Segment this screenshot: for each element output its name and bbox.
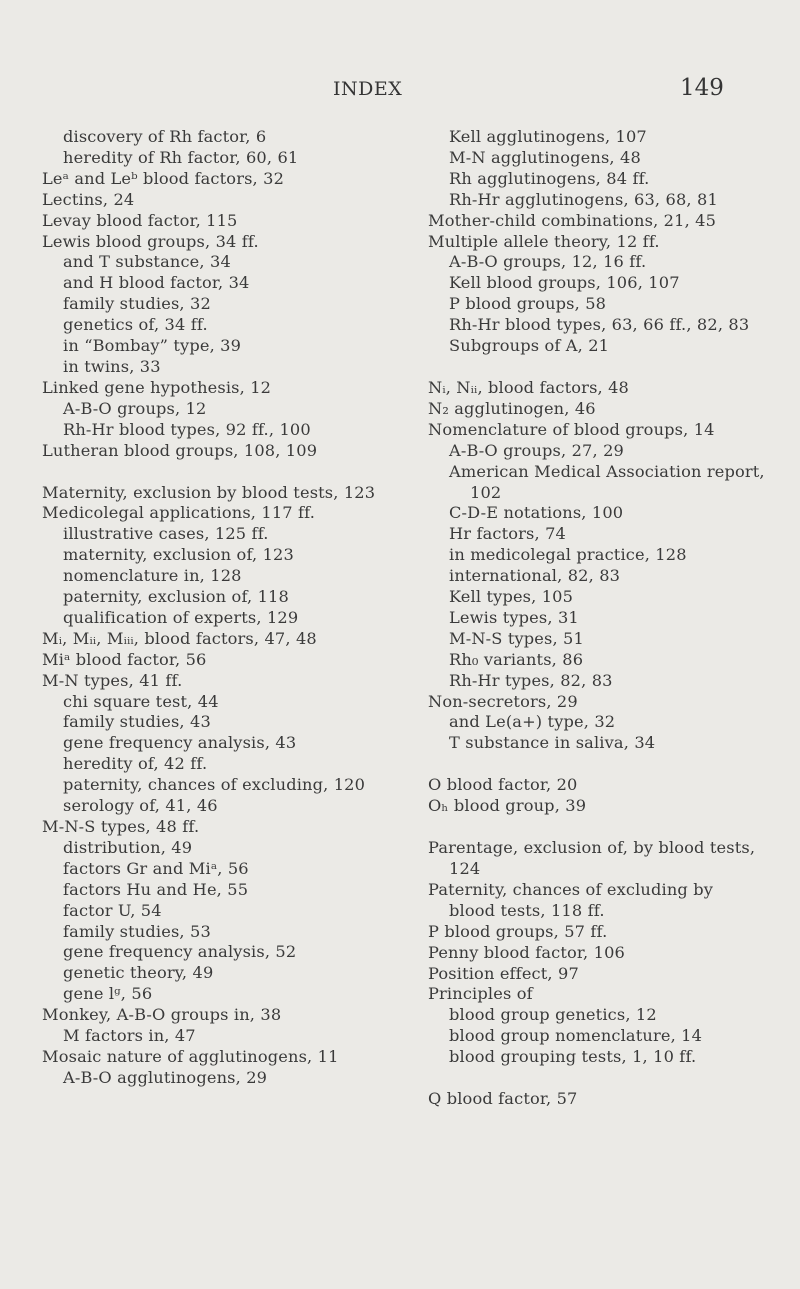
index-entry: Parentage, exclusion of, by blood tests, 124 bbox=[428, 838, 756, 878]
index-subentry: factors Gr and Miᵃ, 56 bbox=[63, 858, 249, 878]
index-column-right bbox=[428, 127, 788, 1110]
index-entry: Position effect, 97 bbox=[428, 963, 579, 983]
index-column-left bbox=[42, 127, 402, 1089]
index-entry: N₂ agglutinogen, 46 bbox=[428, 398, 596, 418]
index-subentry: illustrative cases, 125 ff. bbox=[63, 524, 269, 544]
index-subentry: Rh₀ variants, 86 bbox=[449, 649, 584, 669]
index-subentry: T substance in saliva, 34 bbox=[449, 733, 656, 753]
index-subentry: and Le(a+) type, 32 bbox=[449, 712, 616, 732]
index-subentry: discovery of Rh factor, 6 bbox=[63, 127, 267, 146]
index-subentry: factors Hu and He, 55 bbox=[63, 879, 249, 899]
index-entry: Leᵃ and Leᵇ blood factors, 32 bbox=[42, 168, 285, 188]
index-entry: Maternity, exclusion by blood tests, 123 bbox=[42, 482, 376, 502]
index-entry: Lectins, 24 bbox=[42, 189, 135, 209]
index-subentry: qualification of experts, 129 bbox=[63, 607, 299, 627]
index-entry: Linked gene hypothesis, 12 bbox=[42, 377, 272, 397]
index-subentry: maternity, exclusion of, 123 bbox=[63, 545, 294, 565]
index-subentry: Lewis types, 31 bbox=[449, 607, 579, 627]
index-subentry: Rh-Hr types, 82, 83 bbox=[449, 670, 613, 690]
index-subentry: international, 82, 83 bbox=[449, 566, 621, 586]
index-entry: Medicolegal applications, 117 ff. bbox=[42, 503, 316, 523]
index-subentry: blood grouping tests, 1, 10 ff. bbox=[449, 1047, 697, 1067]
page-header bbox=[0, 75, 800, 108]
index-subentry: M factors in, 47 bbox=[63, 1026, 196, 1046]
index-entry: Principles of bbox=[428, 984, 533, 1004]
index-subentry: family studies, 32 bbox=[63, 294, 211, 314]
index-subentry: A-B-O groups, 12 bbox=[63, 398, 207, 418]
index-subentry: C-D-E notations, 100 bbox=[449, 503, 624, 523]
index-entry: Lewis blood groups, 34 ff. bbox=[42, 231, 259, 251]
index-subentry: heredity of Rh factor, 60, 61 bbox=[63, 147, 299, 167]
index-subentry: P blood groups, 58 bbox=[449, 294, 607, 314]
index-subentry: blood group nomenclature, 14 bbox=[449, 1026, 703, 1046]
index-subentry: A-B-O agglutinogens, 29 bbox=[63, 1067, 268, 1087]
index-subentry: Kell types, 105 bbox=[449, 587, 574, 607]
index-entry: Mosaic nature of agglutinogens, 11 bbox=[42, 1046, 339, 1066]
index-subentry: heredity of, 42 ff. bbox=[63, 754, 208, 774]
index-entry: Oₕ blood group, 39 bbox=[428, 796, 587, 816]
index-subentry: Rh agglutinogens, 84 ff. bbox=[449, 168, 650, 188]
index-subentry: American Medical Association report, 102 bbox=[449, 461, 765, 502]
index-entry: Non-secretors, 29 bbox=[428, 691, 578, 711]
index-subentry: and T substance, 34 bbox=[63, 252, 231, 272]
index-subentry: in twins, 33 bbox=[63, 356, 161, 376]
index-subentry: Rh-Hr blood types, 92 ff., 100 bbox=[63, 419, 311, 439]
index-entry: Nomenclature of blood groups, 14 bbox=[428, 419, 715, 439]
index-subentry: Subgroups of A, 21 bbox=[449, 336, 610, 356]
index-subentry: Hr factors, 74 bbox=[449, 524, 566, 544]
index-entry: Levay blood factor, 115 bbox=[42, 210, 238, 230]
index-entry: Multiple allele theory, 12 ff. bbox=[428, 231, 660, 251]
index-entry: O blood factor, 20 bbox=[428, 775, 578, 795]
index-subentry: family studies, 43 bbox=[63, 712, 211, 732]
index-subentry: gene lᵍ, 56 bbox=[63, 984, 153, 1004]
index-entry: Q blood factor, 57 bbox=[428, 1089, 578, 1109]
index-subentry: paternity, exclusion of, 118 bbox=[63, 587, 289, 607]
index-subentry: genetics of, 34 ff. bbox=[63, 315, 208, 335]
index-subentry: gene frequency analysis, 43 bbox=[63, 733, 297, 753]
index-subentry: serology of, 41, 46 bbox=[63, 796, 218, 816]
index-entry: Miᵃ blood factor, 56 bbox=[42, 649, 207, 669]
index-subentry: M-N-S types, 51 bbox=[449, 628, 584, 648]
index-subentry: family studies, 53 bbox=[63, 921, 211, 941]
index-subentry: chi square test, 44 bbox=[63, 691, 219, 711]
index-subentry: A-B-O groups, 27, 29 bbox=[449, 440, 624, 460]
index-entry: Paternity, chances of excluding by blood tests, 118 ff. bbox=[428, 879, 714, 920]
index-entry: Mother-child combinations, 21, 45 bbox=[428, 210, 717, 230]
index-subentry: gene frequency analysis, 52 bbox=[63, 942, 297, 962]
index-subentry: genetic theory, 49 bbox=[63, 963, 214, 983]
index-entry: M-N types, 41 ff. bbox=[42, 670, 183, 690]
index-subentry: Kell agglutinogens, 107 bbox=[449, 127, 647, 146]
index-subentry: nomenclature in, 128 bbox=[63, 566, 242, 586]
index-subentry: in “Bombay” type, 39 bbox=[63, 336, 242, 356]
index-subentry: Kell blood groups, 106, 107 bbox=[449, 273, 680, 293]
index-entry: Penny blood factor, 106 bbox=[428, 942, 625, 962]
index-entry: Monkey, A-B-O groups in, 38 bbox=[42, 1005, 282, 1025]
index-subentry: A-B-O groups, 12, 16 ff. bbox=[449, 252, 647, 272]
index-entry: Nᵢ, Nᵢᵢ, blood factors, 48 bbox=[428, 377, 630, 397]
index-entry: Lutheran blood groups, 108, 109 bbox=[42, 440, 318, 460]
index-subentry: and H blood factor, 34 bbox=[63, 273, 250, 293]
index-subentry: distribution, 49 bbox=[63, 837, 193, 857]
index-entry: M-N-S types, 48 ff. bbox=[42, 817, 200, 836]
index-subentry: factor U, 54 bbox=[63, 900, 162, 920]
index-entry: P blood groups, 57 ff. bbox=[428, 921, 608, 941]
index-subentry: blood group genetics, 12 bbox=[449, 1005, 657, 1025]
index-subentry: Rh-Hr agglutinogens, 63, 68, 81 bbox=[449, 189, 718, 209]
index-entry: Mᵢ, Mᵢᵢ, Mᵢᵢᵢ, blood factors, 47, 48 bbox=[42, 628, 317, 648]
page-number: 149 bbox=[680, 75, 724, 101]
index-subentry: in medicolegal practice, 128 bbox=[449, 545, 687, 565]
index-subentry: M-N agglutinogens, 48 bbox=[449, 147, 641, 167]
running-title: INDEX bbox=[333, 78, 403, 100]
index-subentry: Rh-Hr blood types, 63, 66 ff., 82, 83 bbox=[449, 315, 750, 335]
index-subentry: paternity, chances of excluding, 120 bbox=[63, 775, 366, 795]
